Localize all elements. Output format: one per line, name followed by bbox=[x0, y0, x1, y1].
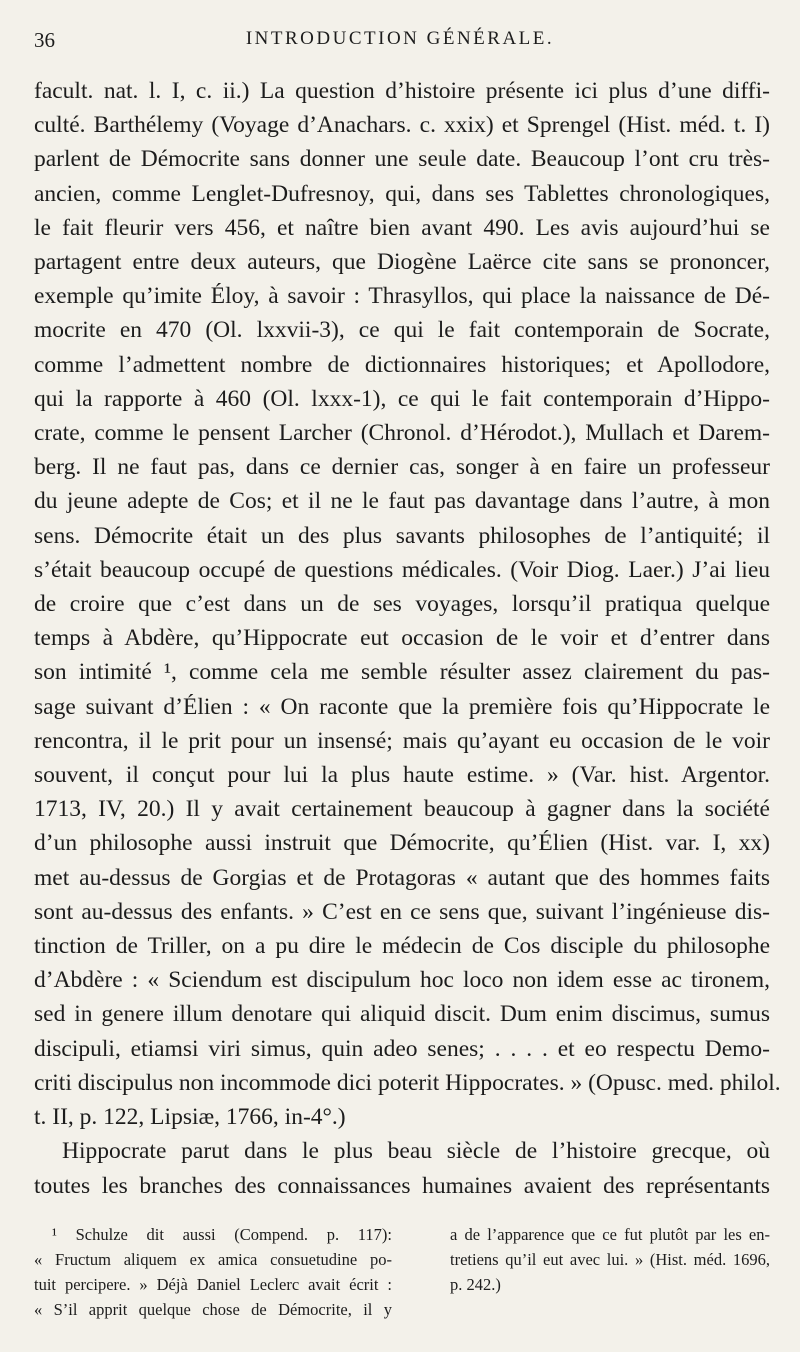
footnote-column-left bbox=[34, 1222, 392, 1322]
text-line: temps à Abdère, qu’Hippocrate eut occasion de le voir et d’entrer dans bbox=[34, 625, 770, 652]
text-line: rencontra, il le prit pour un insensé; mais qu’ayant eu occasion de le voir bbox=[34, 727, 770, 754]
footnote-column-right bbox=[450, 1222, 770, 1297]
footnote-line: ¹ Schulze dit aussi (Compend. p. 117): bbox=[52, 1225, 392, 1244]
text-line: d’Abdère : « Sciendum est discipulum hoc loco non idem esse ac tironem, bbox=[34, 967, 770, 994]
text-line: discipuli, etiamsi viri simus, quin adeo senes; . . . . et eo respectu Demo- bbox=[34, 1035, 770, 1062]
text-line: de croire que c’est dans un de ses voyages, lorsqu’il pratiqua quelque bbox=[34, 591, 770, 618]
text-line: comme l’admettent nombre de dictionnaires historiques; et Apollodore, bbox=[34, 351, 770, 378]
text-line: culté. Barthélemy (Voyage d’Anachars. c. xxix) et Sprengel (Hist. méd. t. I) bbox=[34, 112, 770, 139]
running-head: INTRODUCTION GÉNÉRALE. bbox=[245, 28, 555, 49]
text-line: partagent entre deux auteurs, que Diogène Laërce cite sans se prononcer, bbox=[34, 249, 770, 276]
text-line: du jeune adepte de Cos; et il ne le faut pas davantage dans l’autre, à mon bbox=[34, 488, 770, 515]
text-line: s’était beaucoup occupé de questions médicales. (Voir Diog. Laer.) J’ai lieu bbox=[34, 556, 770, 583]
footnote-line: « Fructum aliquem ex amica consuetudine po- bbox=[34, 1250, 392, 1269]
main-text bbox=[34, 74, 781, 1203]
text-line: sage suivant d’Élien : « On raconte que la première fois qu’Hippocrate le bbox=[34, 693, 770, 720]
footnote-line: a de l’apparence que ce fut plutôt par les en- bbox=[450, 1225, 770, 1244]
text-line: tinction de Triller, on a pu dire le médecin de Cos disciple du philosophe bbox=[34, 933, 770, 960]
text-line: exemple qu’imite Éloy, à savoir : Thrasyllos, qui place la naissance de Dé- bbox=[34, 283, 770, 310]
text-line: mocrite en 470 (Ol. lxxvii-3), ce qui le fait contemporain de Socrate, bbox=[34, 317, 770, 344]
text-line: met au-dessus de Gorgias et de Protagoras « autant que des hommes faits bbox=[34, 864, 770, 891]
text-line: sens. Démocrite était un des plus savants philosophes de l’antiquité; il bbox=[34, 522, 770, 549]
text-line: le fait fleurir vers 456, et naître bien avant 490. Les avis aujourd’hui se bbox=[34, 214, 770, 241]
page-header bbox=[34, 28, 766, 60]
text-line: ancien, comme Lenglet-Dufresnoy, qui, dans ses Tablettes chronologiques, bbox=[34, 180, 770, 207]
footnote-line: p. 242.) bbox=[450, 1275, 501, 1294]
text-line: d’un philosophe aussi instruit que Démocrite, qu’Élien (Hist. var. I, xx) bbox=[34, 830, 770, 857]
text-line: t. II, p. 122, Lipsiæ, 1766, in-4°.) bbox=[34, 1104, 346, 1131]
text-line: crate, comme le pensent Larcher (Chronol. d’Hérodot.), Mullach et Darem- bbox=[34, 420, 770, 447]
text-line: qui la rapporte à 460 (Ol. lxxx-1), ce qui le fait contemporain d’Hippo- bbox=[34, 385, 770, 412]
text-line: sont au-dessus des enfants. » C’est en ce sens que, suivant l’ingénieuse dis- bbox=[34, 898, 770, 925]
page-number: 36 bbox=[34, 28, 55, 52]
text-line: berg. Il ne faut pas, dans ce dernier cas, songer à en faire un professeur bbox=[34, 454, 770, 481]
text-line: son intimité ¹, comme cela me semble résulter assez clairement du pas- bbox=[34, 659, 770, 686]
footnote-line: tuit percipere. » Déjà Daniel Leclerc avait écrit : bbox=[34, 1275, 392, 1294]
footnote-line: tretiens qu’il eut avec lui. » (Hist. méd. 1696, bbox=[450, 1250, 770, 1269]
text-line: parlent de Démocrite sans donner une seule date. Beaucoup l’ont cru très- bbox=[34, 146, 770, 173]
text-line: criti discipulus non incommode dici poterit Hippocrates. » (Opusc. med. philol. bbox=[34, 1069, 781, 1096]
text-line: sed in genere illum denotare qui aliquid discit. Dum enim discimus, sumus bbox=[34, 1001, 770, 1028]
text-line: 1713, IV, 20.) Il y avait certainement beaucoup à gagner dans la société bbox=[34, 796, 770, 823]
footnote-line: « S’il apprit quelque chose de Démocrite, il y bbox=[34, 1300, 392, 1319]
text-line: Hippocrate parut dans le plus beau siècle de l’histoire grecque, où bbox=[62, 1138, 770, 1165]
text-line: facult. nat. l. I, c. ii.) La question d’histoire présente ici plus d’une diffi- bbox=[34, 78, 770, 104]
text-line: souvent, il conçut pour lui la plus haute estime. » (Var. hist. Argentor. bbox=[34, 762, 770, 789]
text-line: toutes les branches des connaissances humaines avaient des représentants bbox=[34, 1172, 770, 1199]
